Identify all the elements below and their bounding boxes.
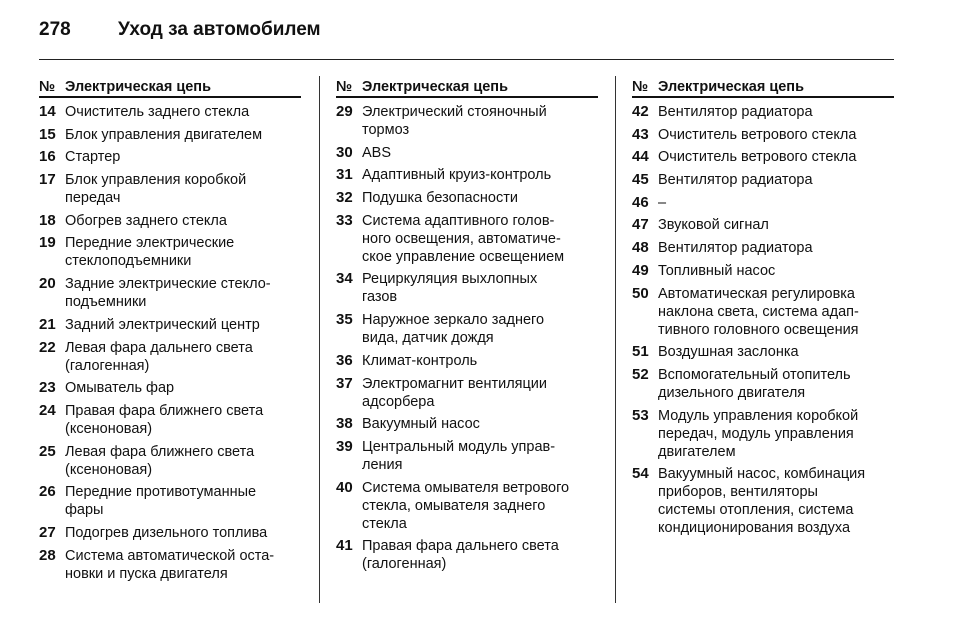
fuse-entry: [336, 144, 598, 162]
fuse-entry: [39, 103, 301, 121]
circuit-name: Блок управления коробкой передач: [65, 172, 247, 207]
circuit-name: Электрический стояночный тормоз: [362, 104, 547, 138]
fuse-number: 27: [39, 523, 56, 541]
circuit-name: Задние электрические стекло- подъемники: [65, 276, 271, 311]
circuit-name: Обогрев заднего стекла: [65, 212, 227, 229]
circuit-name: Рециркуляция выхлопных газов: [362, 271, 538, 306]
fuse-number: 21: [39, 315, 56, 333]
circuit-name: Омыватель фар: [65, 380, 175, 397]
header-rule: [39, 59, 894, 60]
circuit-name: Система автоматической оста- новки и пуска двигателя: [65, 547, 275, 582]
fuse-number: 40: [336, 478, 353, 496]
fuse-number: 50: [632, 284, 649, 302]
column-header-num: №: [336, 79, 353, 95]
page-header: [39, 19, 321, 45]
fuse-number: 45: [632, 171, 649, 189]
fuse-entry: [39, 126, 301, 144]
circuit-name: Правая фара ближнего света (ксеноновая): [65, 402, 264, 437]
circuit-name: Очиститель ветрового стекла: [658, 126, 857, 143]
fuse-number: 23: [39, 379, 56, 397]
circuit-name: Воздушная заслонка: [658, 344, 799, 361]
fuse-number: 32: [336, 189, 353, 207]
fuse-entry: [632, 103, 894, 121]
fuse-entry: [336, 438, 598, 474]
circuit-name: Левая фара ближнего света (ксеноновая): [65, 443, 255, 478]
fuse-number: 37: [336, 374, 353, 392]
circuit-name: Центральный модуль управ- ления: [362, 438, 556, 473]
circuit-name: Вспомогательный отопитель дизельного двигателя: [658, 366, 851, 401]
circuit-name: Звуковой сигнал: [658, 217, 769, 234]
circuit-name: Правая фара дальнего света (галогенная): [362, 538, 559, 573]
fuse-entry: [39, 234, 301, 270]
fuse-number: 14: [39, 103, 56, 120]
fuse-entry: [632, 343, 894, 361]
fuse-entry: [336, 479, 598, 533]
fuse-number: 39: [336, 437, 353, 455]
circuit-name: Задний электрический центр: [65, 316, 260, 333]
circuit-name: Передние противотуманные фары: [65, 484, 257, 519]
fuse-number: 53: [632, 406, 649, 424]
fuse-entry: [336, 103, 598, 139]
circuit-name: Система адаптивного голов- ного освещения, автоматиче- ское управление освещением: [362, 212, 565, 265]
circuit-name: Стартер: [65, 149, 121, 166]
fuse-entry: [336, 212, 598, 266]
column-divider: [615, 76, 616, 603]
fuse-entry: [39, 524, 301, 542]
fuse-entry: [336, 189, 598, 207]
circuit-name: Вакуумный насос, комбинация приборов, вентиляторы системы отопления, система кондиционирования воздуха: [658, 466, 866, 537]
circuit-name: Очиститель заднего стекла: [65, 104, 250, 120]
fuse-entry: [39, 339, 301, 375]
fuse-entry: [632, 366, 894, 402]
circuit-name: Система омывателя ветрового стекла, омывателя заднего стекла: [362, 479, 570, 532]
fuse-number: 51: [632, 343, 649, 361]
fuse-entry: [336, 311, 598, 347]
circuit-name: Подушка безопасности: [362, 190, 518, 207]
fuse-number: 52: [632, 365, 649, 383]
circuit-name: Климат-контроль: [362, 352, 478, 369]
fuse-entry: [632, 216, 894, 234]
fuse-number: 16: [39, 148, 56, 166]
fuse-number: 25: [39, 442, 56, 460]
fuse-number: 34: [336, 270, 353, 288]
column-header-circuit: Электрическая цепь: [362, 79, 508, 95]
fuse-number: 36: [336, 351, 353, 369]
fuse-entry: [336, 375, 598, 411]
circuit-name: ABS: [362, 144, 392, 161]
circuit-name: Передние электрические стеклоподъемники: [65, 235, 235, 270]
fuse-number: 30: [336, 143, 353, 161]
column-header-circuit: Электрическая цепь: [658, 79, 804, 95]
fuse-entry: [39, 171, 301, 207]
fuse-entry: [39, 379, 301, 397]
circuit-name: Вакуумный насос: [362, 416, 480, 433]
fuse-table-column-3: [632, 76, 894, 542]
fuse-number: 31: [336, 166, 353, 184]
column-header: [39, 76, 301, 98]
fuse-number: 18: [39, 211, 56, 229]
fuse-number: 38: [336, 415, 353, 433]
circuit-name: Вентилятор радиатора: [658, 240, 813, 257]
fuse-number: 42: [632, 103, 649, 120]
fuse-entry: [632, 465, 894, 537]
fuse-number: 35: [336, 311, 353, 329]
page-title: Уход за автомобилем: [118, 19, 321, 40]
circuit-name: Очиститель ветрового стекла: [658, 149, 857, 166]
fuse-number: 41: [336, 537, 353, 555]
circuit-name: Адаптивный круиз-контроль: [362, 167, 552, 184]
circuit-name: Модуль управления коробкой передач, модуль управления двигателем: [658, 407, 859, 460]
fuse-number: 19: [39, 234, 56, 252]
fuse-entry: [632, 285, 894, 339]
fuse-number: 24: [39, 401, 56, 419]
fuse-number: 20: [39, 275, 56, 293]
fuse-number: 47: [632, 216, 649, 234]
fuse-number: 28: [39, 546, 56, 564]
fuse-number: 46: [632, 193, 649, 211]
fuse-entry: [39, 316, 301, 334]
fuse-entry: [39, 212, 301, 230]
circuit-name: Подогрев дизельного топлива: [65, 524, 268, 541]
circuit-name: Электромагнит вентиляции адсорбера: [362, 375, 548, 410]
fuse-number: 48: [632, 239, 649, 257]
fuse-number: 26: [39, 483, 56, 501]
fuse-number: 17: [39, 171, 56, 189]
circuit-name: Вентилятор радиатора: [658, 172, 813, 189]
column-divider: [319, 76, 320, 603]
circuit-name: Блок управления двигателем: [65, 126, 263, 143]
circuit-name: Вентилятор радиатора: [658, 104, 813, 120]
fuse-number: 29: [336, 103, 353, 120]
fuse-entry: [336, 166, 598, 184]
column-header-circuit: Электрическая цепь: [65, 79, 211, 95]
column-header: [336, 76, 598, 98]
fuse-number: 43: [632, 125, 649, 143]
page-number: 278: [39, 19, 71, 40]
fuse-table-column-1: [39, 76, 301, 587]
fuse-entry: [39, 483, 301, 519]
fuse-number: 22: [39, 338, 56, 356]
fuse-entry: [632, 171, 894, 189]
fuse-entry: [336, 537, 598, 573]
circuit-name: Наружное зеркало заднего вида, датчик дождя: [362, 312, 545, 347]
circuit-name: Топливный насос: [658, 262, 776, 279]
fuse-entry: [632, 194, 894, 212]
circuit-name: Левая фара дальнего света (галогенная): [65, 339, 253, 374]
fuse-entry: [632, 262, 894, 280]
circuit-name: Автоматическая регулировка наклона света, система адап- тивного головного освещения: [658, 285, 859, 338]
fuse-entry: [39, 402, 301, 438]
fuse-entry: [632, 126, 894, 144]
fuse-number: 49: [632, 261, 649, 279]
column-header-num: №: [632, 79, 649, 95]
fuse-entry: [336, 415, 598, 433]
fuse-number: 54: [632, 465, 649, 483]
fuse-entry: [632, 148, 894, 166]
fuse-entry: [336, 270, 598, 306]
circuit-name: –: [658, 194, 667, 211]
fuse-entry: [39, 547, 301, 583]
fuse-entry: [632, 407, 894, 461]
fuse-entry: [336, 352, 598, 370]
fuse-number: 33: [336, 211, 353, 229]
fuse-entry: [39, 275, 301, 311]
column-header-num: №: [39, 79, 56, 95]
fuse-entry: [39, 148, 301, 166]
fuse-number: 44: [632, 148, 649, 166]
column-header: [632, 76, 894, 98]
fuse-table-column-2: [336, 76, 598, 578]
fuse-entry: [39, 443, 301, 479]
fuse-number: 15: [39, 125, 56, 143]
fuse-entry: [632, 239, 894, 257]
